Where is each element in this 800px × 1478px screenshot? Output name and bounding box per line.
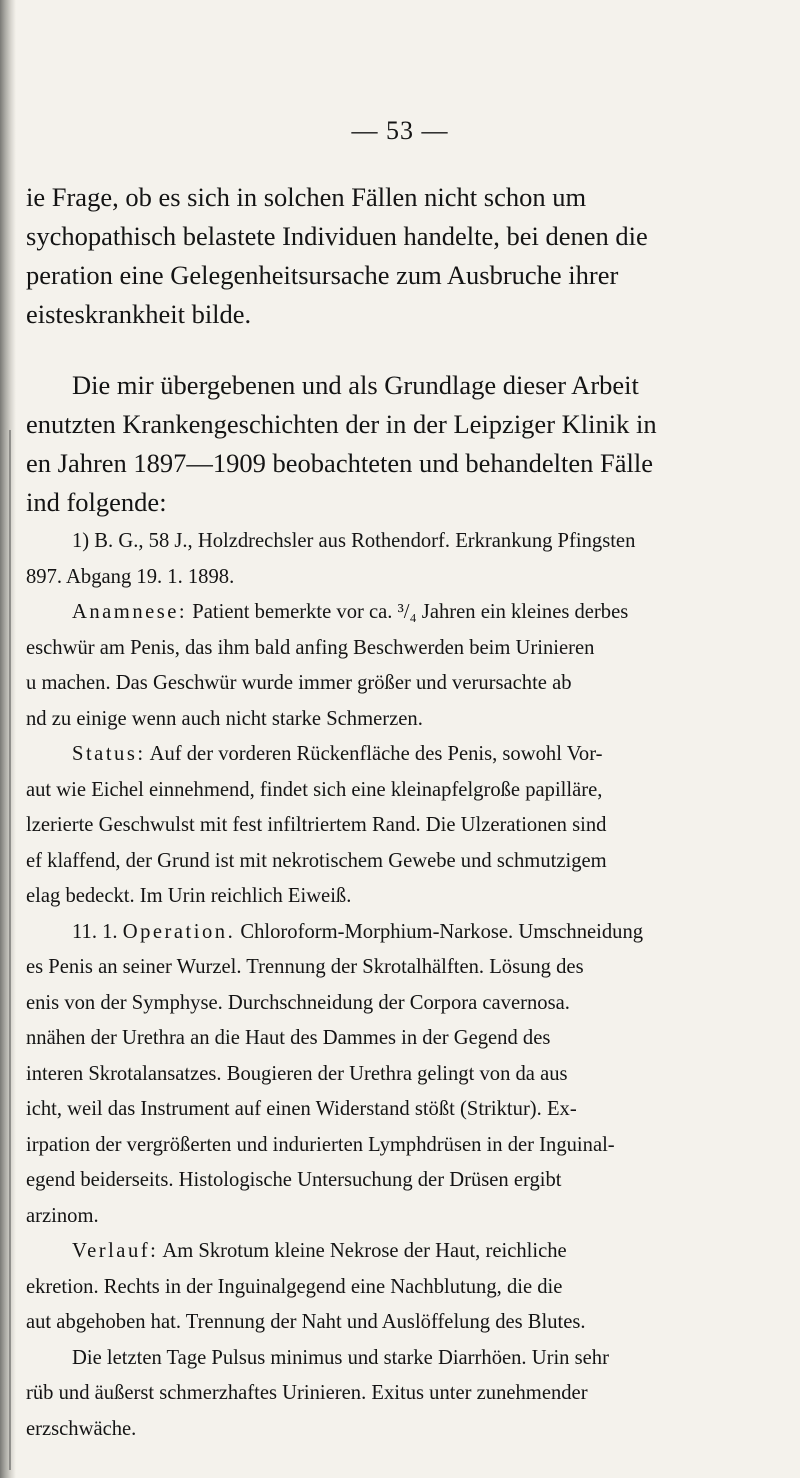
intro-line-4: eisteskrankheit bilde. (26, 299, 252, 329)
status-line-2: aut wie Eichel einnehmend, findet sich eine kleinapfelgroße papilläre, (26, 778, 603, 801)
final-line-2: rüb und äußerst schmerzhaftes Urinieren. Exitus unter zunehmender (26, 1382, 588, 1404)
anamnese-line-3: u machen. Das Geschwür wurde immer größer und verursachte ab (26, 672, 572, 694)
anamnese-line-4: nd zu einige wenn auch nicht starke Schmerzen. (26, 707, 423, 730)
operation-line-9: arzinom. (26, 1204, 99, 1227)
operation-line-2: es Penis an seiner Wurzel. Trennung der Skrotalhälften. Lösung des (26, 956, 584, 978)
verlauf-label: Verlauf: (72, 1240, 159, 1262)
verlauf-line-1: Verlauf: Am Skrotum kleine Nekrose der Haut, reichliche (72, 1240, 567, 1262)
status-line-3: lzerierte Geschwulst mit fest infiltriertem Rand. Die Ulzerationen sind (26, 814, 607, 836)
paragraph-line-3: en Jahren 1897—1909 beobachteten und behandelten Fälle (26, 448, 653, 478)
verlauf-line-3: aut abgehoben hat. Trennung der Naht und Auslöffelung des Blutes. (26, 1311, 586, 1333)
book-gutter-shadow (0, 0, 16, 1478)
operation-line-4: nnähen der Urethra an die Haut des Dammes in der Gegend des (26, 1027, 551, 1049)
operation-line-3: enis von der Symphyse. Durchschneidung der Corpora cavernosa. (26, 991, 570, 1014)
intro-line-1: ie Frage, ob es sich in solchen Fällen nicht schon um (26, 182, 587, 212)
anamnese-line-2: eschwür am Penis, das ihm bald anfing Beschwerden beim Urinieren (26, 636, 595, 659)
verlauf-line-2: ekretion. Rechts in der Inguinalgegend eine Nachblutung, die die (26, 1275, 563, 1298)
paragraph-line-4: ind folgende: (26, 487, 167, 517)
case-report (26, 524, 776, 1447)
intro-line-2: sychopathisch belastete Individuen handelte, bei denen die (26, 221, 648, 251)
paragraph-line-1: Die mir übergebenen und als Grundlage dieser Arbeit (72, 370, 639, 400)
operation-line-6: icht, weil das Instrument auf einen Widerstand stößt (Striktur). Ex- (26, 1098, 577, 1120)
operation-line-7: irpation der vergrößerten und indurierten Lymphdrüsen in der Inguinal- (26, 1133, 615, 1156)
case-header-line-2: 897. Abgang 19. 1. 1898. (26, 565, 235, 588)
gutter-line (9, 430, 11, 1470)
final-line-3: erzschwäche. (26, 1417, 137, 1440)
status-line-5: elag bedeckt. Im Urin reichlich Eiweiß. (26, 885, 352, 907)
status-line-1: Status: Auf der vorderen Rückenfläche des Penis, sowohl Vor- (72, 743, 603, 765)
final-line-1: Die letzten Tage Pulsus minimus und starke Diarrhöen. Urin sehr (72, 1346, 609, 1369)
page-number: — 53 — (351, 116, 449, 145)
operation-date: 11. 1. (72, 920, 118, 943)
operation-line-1: 11. 1. Operation. Chloroform-Morphium-Narkose. Umschneidung (72, 920, 644, 943)
operation-line-8: egend beiderseits. Histologische Untersuchung der Drüsen ergibt (26, 1169, 562, 1191)
status-label: Status: (72, 743, 146, 765)
case-header-line-1: 1) B. G., 58 J., Holzdrechsler aus Rothendorf. Erkrankung Pfingsten (72, 530, 636, 552)
operation-label: Operation. (122, 920, 236, 943)
operation-line-5: interen Skrotalansatzes. Bougieren der Urethra gelingt von da aus (26, 1062, 568, 1085)
status-line-4: ef klaffend, der Grund ist mit nekrotischem Gewebe und schmutzigem (26, 849, 607, 872)
intro-line-3: peration eine Gelegenheitsursache zum Ausbruche ihrer (26, 260, 619, 290)
anamnese-label: Anamnese: (72, 601, 188, 623)
intro-text (26, 178, 776, 522)
paragraph-line-2: enutzten Krankengeschichten der in der Leipziger Klinik in (26, 409, 657, 439)
anamnese-line-1: Anamnese: Patient bemerkte vor ca. ³/₄ Jahren ein kleines derbes (72, 601, 629, 623)
